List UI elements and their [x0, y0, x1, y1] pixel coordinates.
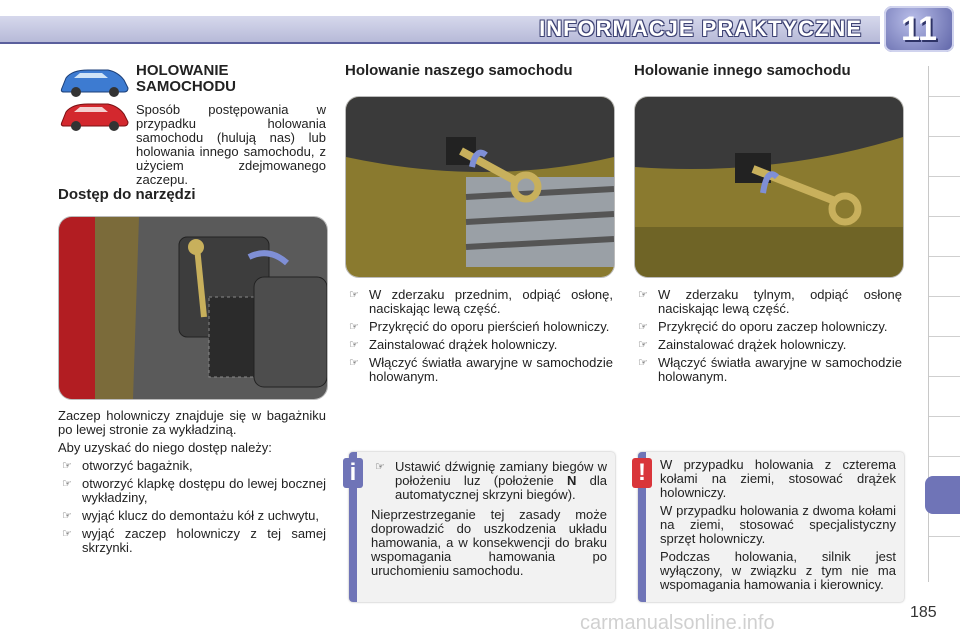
- list-item: ☞ Włączyć światła awaryjne w samochodzie holowanym.: [349, 355, 613, 384]
- list-item: ☞ Włączyć światła awaryjne w samochodzie holowanym.: [638, 355, 902, 384]
- chapter-badge: [884, 6, 954, 52]
- tab-divider: [929, 336, 960, 337]
- list-item: ☞ wyjąć klucz do demontażu kół z uchwytu,: [62, 508, 319, 523]
- own-car-steps-list: [345, 288, 613, 388]
- front-bumper-illustration: [346, 97, 614, 277]
- trunk-photo: [58, 216, 328, 400]
- pointing-hand-icon: ☞: [62, 478, 72, 490]
- chapter-tabs: [928, 66, 960, 582]
- intro-section: [136, 63, 326, 187]
- tab-divider: [929, 296, 960, 297]
- warning-icon: !: [632, 458, 652, 488]
- pointing-hand-icon: ☞: [638, 289, 648, 301]
- chapter-number: 11: [901, 10, 937, 48]
- pointing-hand-icon: ☞: [638, 339, 648, 351]
- tab-divider: [929, 536, 960, 537]
- rear-bumper-illustration: [635, 97, 903, 277]
- tab-divider: [929, 176, 960, 177]
- pointing-hand-icon: ☞: [62, 510, 72, 522]
- tab-divider: [929, 136, 960, 137]
- list-item: ☞ wyjąć zaczep holowniczy z tej samej skrzynki.: [62, 526, 326, 555]
- car-red-icon: [58, 100, 130, 132]
- car-blue-icon: [58, 66, 130, 98]
- info-icon: i: [343, 458, 363, 488]
- front-bumper-photo: [345, 96, 615, 278]
- pointing-hand-icon: ☞: [349, 289, 359, 301]
- tools-body: [58, 409, 326, 559]
- trunk-illustration: [59, 217, 327, 399]
- list-item: ☞ Przykręcić do oporu pierścień holowniczy.: [349, 319, 610, 334]
- intro-title-line2: SAMOCHODU: [136, 78, 236, 95]
- tab-divider: [929, 416, 960, 417]
- other-car-heading: Holowanie innego samochodu: [634, 62, 851, 79]
- pointing-hand-icon: ☞: [62, 460, 72, 472]
- tab-divider: [929, 96, 960, 97]
- warning-para2: W przypadku holowania z dwoma kołami na ziemi, stosować specjalistyczny sprzęt holowniczy.: [660, 503, 896, 546]
- warning-para1: W przypadku holowania z czterema kołami na ziemi, stosować drążek holowniczy.: [660, 457, 896, 500]
- list-item: ☞ otworzyć klapkę dostępu do lewej bocznej wykładziny,: [62, 476, 326, 505]
- tools-heading: Dostęp do narzędzi: [58, 186, 196, 203]
- pointing-hand-icon: ☞: [375, 461, 385, 473]
- tools-para2: Aby uzyskać do niego dostęp należy:: [58, 440, 272, 455]
- info-box: [349, 452, 615, 602]
- other-car-steps-list: [634, 288, 902, 388]
- pointing-hand-icon: ☞: [62, 528, 72, 540]
- list-item: ☞ Zainstalować drążek holowniczy.: [349, 337, 558, 352]
- page-header: [0, 0, 960, 52]
- watermark: carmanualsonline.info: [580, 612, 775, 634]
- warning-para3: Podczas holowania, silnik jest wyłączony, w związku z tym nie ma wspomagania hamowania i kierownicy.: [660, 549, 896, 592]
- rear-bumper-photo: [634, 96, 904, 278]
- list-item: ☞ Ustawić dźwignię zamiany biegów w położeniu luz (położenie N dla automatycznej skrzyni biegów).: [375, 459, 607, 502]
- tab-divider: [929, 456, 960, 457]
- pointing-hand-icon: ☞: [638, 357, 648, 369]
- warning-box-content: [660, 458, 896, 596]
- pointing-hand-icon: ☞: [638, 321, 648, 333]
- intro-title-line1: HOLOWANIE: [136, 62, 229, 79]
- list-item: ☞ otworzyć bagażnik,: [62, 458, 193, 473]
- tab-divider: [929, 376, 960, 377]
- own-car-heading: Holowanie naszego samochodu: [345, 62, 573, 79]
- list-item: ☞ Zainstalować drążek holowniczy.: [638, 337, 847, 352]
- info-box-content: [371, 460, 607, 582]
- pointing-hand-icon: ☞: [349, 321, 359, 333]
- tab-current-chapter[interactable]: [925, 476, 960, 514]
- list-item: ☞ W zderzaku tylnym, odpiąć osłonę naciskając lewą część.: [638, 287, 902, 316]
- info-box-text: Nieprzestrzeganie tej zasady może doprowadzić do uszkodzenia układu hamowania, a w konsekwencji do braku wspomagania hamowania po uruchomieniu samochodu.: [371, 507, 607, 578]
- tab-divider: [929, 256, 960, 257]
- tools-para1: Zaczep holowniczy znajduje się w bagażniku po lewej stronie za wykładziną.: [58, 408, 326, 437]
- gear-position-n: N: [567, 473, 577, 488]
- list-item: ☞ W zderzaku przednim, odpiąć osłonę, naciskając lewą część.: [349, 287, 613, 316]
- page-number: 185: [910, 604, 937, 621]
- warning-box: [638, 452, 904, 602]
- tab-divider: [929, 216, 960, 217]
- pointing-hand-icon: ☞: [349, 357, 359, 369]
- pointing-hand-icon: ☞: [349, 339, 359, 351]
- list-item: ☞ Przykręcić do oporu zaczep holowniczy.: [638, 319, 888, 334]
- info-box-list: [371, 460, 607, 502]
- tools-steps-list: [58, 459, 326, 555]
- intro-text: Sposób postępowania w przypadku holowania samochodu (hulują nas) lub holowania innego samochodu, z użyciem zdejmowanego zaczepu.: [136, 102, 326, 187]
- page-title: INFORMACJE PRAKTYCZNE: [539, 16, 862, 41]
